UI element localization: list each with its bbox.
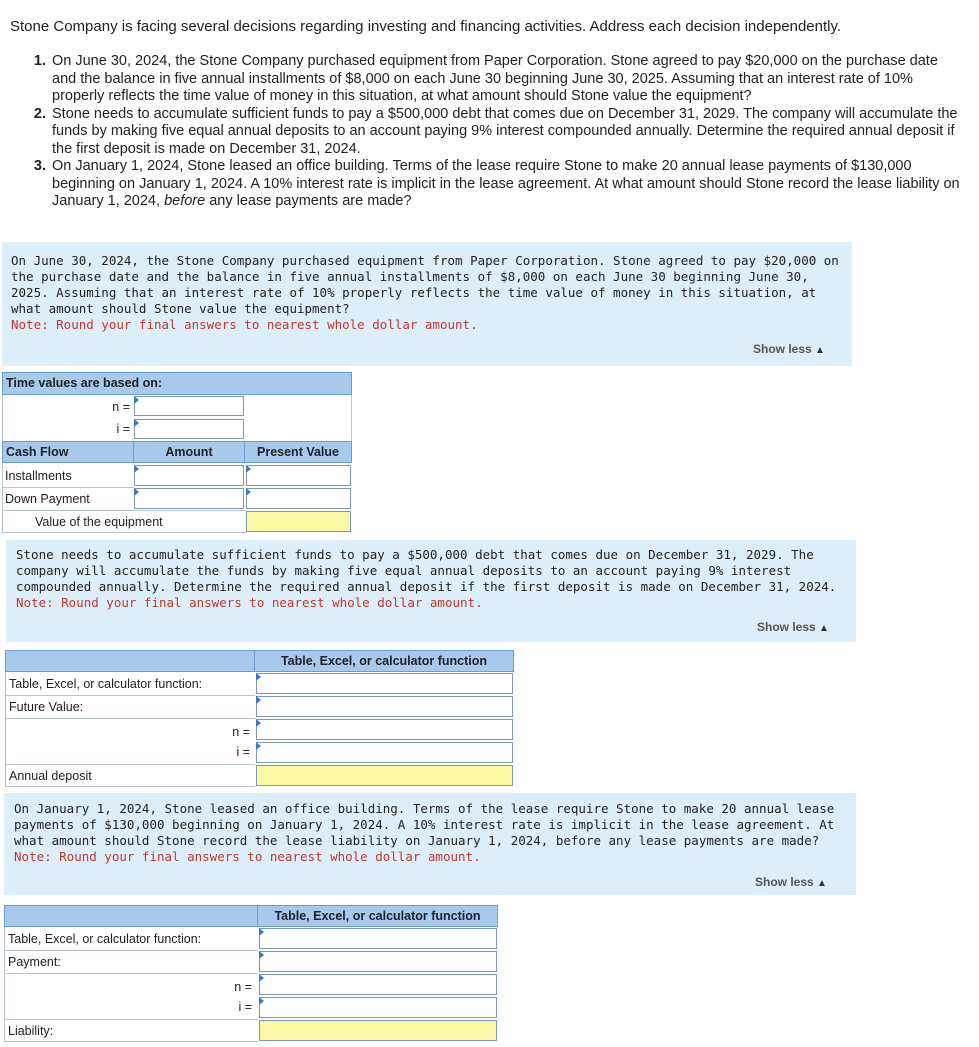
input-marker-icon	[259, 928, 264, 936]
triangle-up-icon: ▲	[819, 623, 829, 634]
part1-n-label: n =	[112, 400, 130, 414]
part2-n-input[interactable]	[256, 719, 513, 740]
input-marker-icon	[134, 419, 139, 427]
part1-col-cashflow: Cash Flow	[2, 441, 134, 463]
part1-col-amount: Amount	[133, 441, 245, 463]
part1-table-header: Time values are based on:	[2, 372, 352, 395]
part2-n-label: n =	[232, 725, 250, 739]
part1-question-text: On June 30, 2024, the Stone Company purchased equipment from Paper Corporation. Stone agreed to pay $20,000 on the purchase date and the balance in five annual installments of $8,000 on each June 30 beginning June 30, 2025. Assuming that an interest rate of 10% properly reflects the time value of money in this situation, at what amount should Stone value the equipment?	[11, 253, 839, 316]
part1-value-output[interactable]	[246, 511, 351, 532]
triangle-up-icon: ▲	[815, 345, 825, 356]
question-3-tail: any lease payments are made?	[209, 193, 412, 209]
part1-down-amount-input[interactable]	[134, 488, 244, 509]
part2-row-future-value: Future Value:	[9, 700, 84, 714]
input-marker-icon	[134, 396, 139, 404]
part3-n-label: n =	[234, 980, 252, 994]
input-marker-icon	[256, 742, 261, 750]
input-marker-icon	[256, 673, 261, 681]
part2-panel	[6, 540, 856, 642]
part2-deposit-output[interactable]	[256, 765, 513, 786]
part2-i-label: i =	[236, 745, 250, 759]
part3-table-header: Table, Excel, or calculator function	[257, 905, 498, 927]
part1-row-installments: Installments	[5, 469, 72, 483]
part3-function-input[interactable]	[259, 928, 497, 949]
question-list	[28, 53, 965, 211]
part1-panel	[2, 242, 852, 366]
part1-col-pv: Present Value	[244, 441, 352, 463]
part2-show-less-button[interactable]	[757, 620, 829, 634]
part2-row-function: Table, Excel, or calculator function:	[9, 677, 203, 691]
part2-function-input[interactable]	[256, 673, 513, 694]
part2-i-input[interactable]	[256, 742, 513, 763]
input-marker-icon	[259, 974, 264, 982]
part1-i-label: i =	[116, 422, 130, 436]
question-1: 1. On June 30, 2024, the Stone Company purchased equipment from Paper Corporation. Stone agreed to pay $20,000 on the purchase date and the balance in five annual installments of $8,000 on each June 30 beginning June 30, 2025. Assuming that an interest rate of 10% properly reflects the time value of money in this situation, at what amount should Stone value the equipment?	[50, 53, 965, 106]
part2-show-less-label: Show less	[757, 620, 816, 634]
part3-show-less-label: Show less	[755, 875, 814, 889]
input-marker-icon	[246, 465, 251, 473]
input-marker-icon	[246, 488, 251, 496]
intro-text: Stone Company is facing several decisions regarding investing and financing activities. Address each decision independently.	[10, 18, 842, 35]
part1-i-input[interactable]	[134, 419, 244, 439]
part1-n-input[interactable]	[134, 396, 244, 416]
input-marker-icon	[256, 696, 261, 704]
part3-i-label: i =	[238, 1000, 252, 1014]
question-2: 2. Stone needs to accumulate sufficient funds to pay a $500,000 debt that comes due on December 31, 2029. The company will accumulate the funds by making five equal annual deposits to an account paying 9% interest compounded annually. Determine the required annual deposit if the first deposit is made on December 31, 2024.	[50, 106, 965, 159]
part2-table-header: Table, Excel, or calculator function	[254, 650, 514, 672]
part2-fv-input[interactable]	[256, 696, 513, 717]
part3-header-left	[4, 905, 258, 927]
part3-question-text: On January 1, 2024, Stone leased an office building. Terms of the lease require Stone to make 20 annual lease payments of $130,000 beginning on January 1, 2024. A 10% interest rate is implicit in the lease agreement. At what amount should Stone record the lease liability on January 1, 2024, before any lease payments are made?	[14, 801, 835, 848]
triangle-up-icon: ▲	[817, 878, 827, 889]
part1-show-less-button[interactable]	[753, 342, 825, 356]
part3-row-payment: Payment:	[8, 955, 61, 969]
part1-note: Note: Round your final answers to nearest whole dollar amount.	[11, 317, 478, 332]
part3-panel	[4, 793, 856, 895]
input-marker-icon	[134, 465, 139, 473]
part3-n-input[interactable]	[259, 974, 497, 995]
part3-note: Note: Round your final answers to nearest whole dollar amount.	[14, 849, 481, 864]
part3-liability-output[interactable]	[259, 1020, 497, 1041]
part2-header-left	[5, 650, 255, 672]
part1-show-less-label: Show less	[753, 342, 812, 356]
input-marker-icon	[259, 951, 264, 959]
input-marker-icon	[134, 488, 139, 496]
input-marker-icon	[259, 997, 264, 1005]
question-3-emphasis: before	[164, 193, 206, 209]
part2-question-text: Stone needs to accumulate sufficient funds to pay a $500,000 debt that comes due on December 31, 2029. The company will accumulate the funds by making five equal annual deposits to an account paying 9% interest compounded annually. Determine the required annual deposit if the first deposit is made on December 31, 2024.	[16, 547, 837, 594]
part1-installments-amount-input[interactable]	[134, 465, 244, 486]
part3-show-less-button[interactable]	[755, 875, 827, 889]
part1-installments-pv-input[interactable]	[246, 465, 351, 486]
question-3-text: On January 1, 2024, Stone leased an office building. Terms of the lease require Stone to make 20 annual lease payments of $130,000 beginning on January 1, 2024. A 10% interest rate is implicit in the lease agreement. At what amount should Stone record the lease liability on January 1, 2024,	[52, 158, 960, 209]
part1-down-pv-input[interactable]	[246, 488, 351, 509]
question-3	[50, 158, 965, 211]
input-marker-icon	[256, 719, 261, 727]
part3-i-input[interactable]	[259, 997, 497, 1018]
part2-row-annual-deposit: Annual deposit	[9, 769, 92, 783]
part3-payment-input[interactable]	[259, 951, 497, 972]
part3-row-function: Table, Excel, or calculator function:	[8, 932, 202, 946]
part1-row-value: Value of the equipment	[35, 515, 163, 529]
part3-row-liability: Liability:	[8, 1024, 54, 1038]
part2-note: Note: Round your final answers to nearest whole dollar amount.	[16, 595, 483, 610]
part1-row-down-payment: Down Payment	[5, 492, 90, 506]
